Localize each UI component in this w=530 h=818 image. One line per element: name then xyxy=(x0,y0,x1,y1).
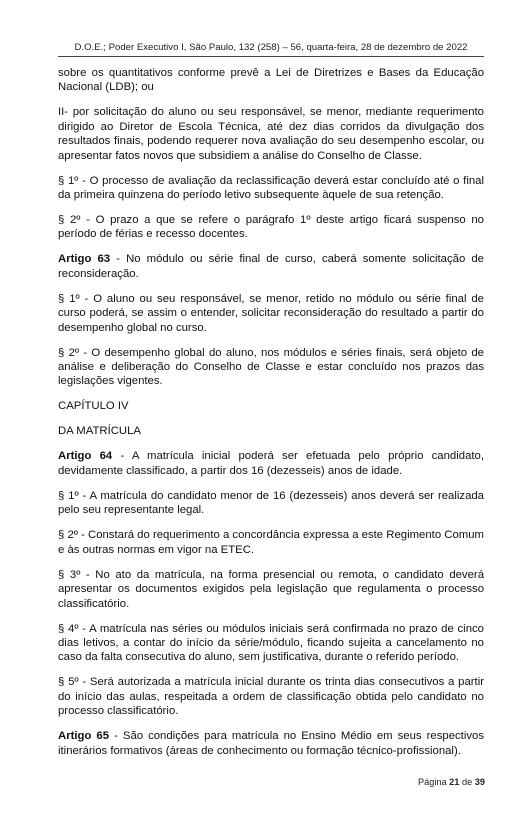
paragraph-text: § 3º - No ato da matrícula, na forma presencial ou remota, o candidato deverá apresentar os documentos exigidos pela legislação que regulamenta o processo classificatório. xyxy=(58,568,484,610)
paragraph-text: § 1º - O aluno ou seu responsável, se menor, retido no módulo ou série final de curso poderá, se assim o entender, solicitar reconsideração do resultado a partir do desempenho global no curso. xyxy=(58,292,484,334)
article-paragraph xyxy=(58,252,484,281)
chapter-title xyxy=(58,424,484,438)
chapter-number: CAPÍTULO IV xyxy=(58,400,129,413)
paragraph xyxy=(58,66,484,95)
paragraph xyxy=(58,675,484,718)
page-number xyxy=(418,776,485,788)
paragraph xyxy=(58,213,484,242)
page-of: de xyxy=(461,777,473,787)
paragraph-text: § 1º - O processo de avaliação da reclassificação deverá estar concluído até o final da primeira quinzena do período letivo subsequente àquele de sua retenção. xyxy=(58,174,484,202)
paragraph-text: - A matrícula inicial poderá ser efetuada pelo próprio candidato, devidamente classificado, a partir dos 16 (dezesseis) anos de idade. xyxy=(58,450,484,477)
paragraph xyxy=(58,174,484,203)
paragraph-text: § 4º - A matrícula nas séries ou módulos iniciais será confirmada no prazo de cinco dias letivos, a contar do início da série/módulo, ficando sujeita a cancelamento no caso da falta consecutiva do aluno, sem justificativa, durante o referido período. xyxy=(58,622,484,664)
header-divider xyxy=(58,56,484,57)
paragraph-text: sobre os quantitativos conforme prevê a Lei de Diretrizes e Bases da Educação Nacional (LDB); ou xyxy=(58,67,484,94)
paragraph-text: § 1º - A matrícula do candidato menor de 16 (dezesseis) anos deverá ser realizada pelo seu representante legal. xyxy=(58,489,484,517)
page-total: 39 xyxy=(474,777,485,787)
paragraph xyxy=(58,489,484,518)
paragraph-text: II- por solicitação do aluno ou seu responsável, se menor, mediante requerimento dirigido ao Diretor de Escola Técnica, até dez dias corridos da divulgação dos resultados finais, podendo requerer nova avaliação do seu desempenho escolar, ou apresentar fatos novos que subsidiem a análise do Conselho de Classe. xyxy=(58,106,484,162)
paragraph-text: § 2º - O prazo a que se refere o parágrafo 1º deste artigo ficará suspenso no período de férias e recesso docentes. xyxy=(58,214,484,241)
page-label: Página xyxy=(418,777,447,787)
paragraph-text: § 5º - Será autorizada a matrícula inicial durante os trinta dias consecutivos a partir do início das aulas, respeitada a ordem de classificação obtida pelo candidato no processo classificatório. xyxy=(58,676,484,718)
article-paragraph xyxy=(58,729,484,758)
paragraph-text: § 2º - Constará do requerimento a concordância expressa a este Regimento Comum e às outras normas em vigor na ETEC. xyxy=(58,529,484,556)
chapter-heading xyxy=(58,399,484,413)
page-current: 21 xyxy=(449,777,460,787)
document-body xyxy=(58,66,484,769)
paragraph xyxy=(58,105,484,163)
paragraph-text: § 2º - O desempenho global do aluno, nos módulos e séries finais, será objeto de análise e deliberação do Conselho de Classe e estar concluído nos prazos das legislações vigentes. xyxy=(58,346,484,388)
paragraph-text: - São condições para matrícula no Ensino Médio em seus respectivos itinerários formativos (áreas de conhecimento ou formação técnico-profissional). xyxy=(58,730,484,757)
paragraph xyxy=(58,528,484,557)
paragraph xyxy=(58,622,484,665)
article-number: Artigo 64 xyxy=(58,450,113,463)
article-number: Artigo 63 xyxy=(58,253,111,266)
paragraph xyxy=(58,346,484,389)
article-number: Artigo 65 xyxy=(58,730,110,743)
paragraph xyxy=(58,292,484,335)
article-paragraph xyxy=(58,449,484,478)
paragraph-text: - No módulo ou série final de curso, caberá somente solicitação de reconsideração. xyxy=(58,253,484,280)
paragraph xyxy=(58,568,484,611)
page-header: D.O.E.; Poder Executivo I, São Paulo, 132 (258) – 56, quarta-feira, 28 de dezembro de 2022 xyxy=(74,42,468,53)
chapter-title-text: DA MATRÍCULA xyxy=(58,425,141,438)
